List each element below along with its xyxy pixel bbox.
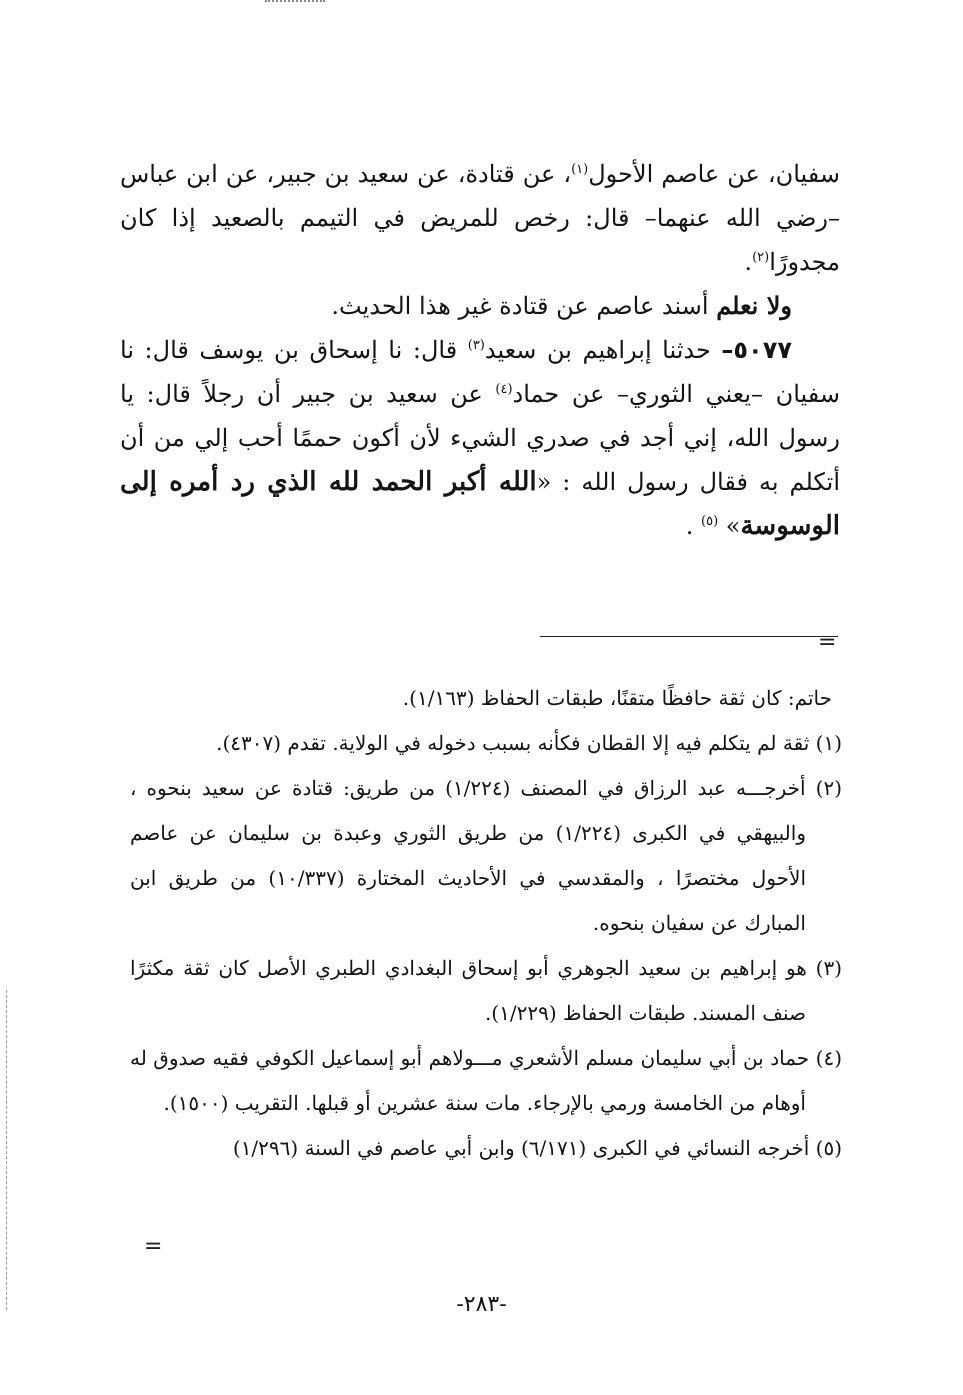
hadith-number: ٥٠٧٧–: [721, 336, 792, 364]
footnote-ref-3[interactable]: (٣): [467, 338, 485, 353]
paragraph-2: ولا نعلم أسند عاصم عن قتادة غير هذا الحديث.: [331, 291, 792, 320]
footnote-ref-4[interactable]: (٤): [495, 382, 513, 397]
footnote-4: (٤) حماد بن أبي سليمان مسلم الأشعري مـــولاهم أبو إسماعيل الكوفي فقيه صدوق له أوهام من الخامسة ورمي بالإرجاء. مات سنة عشرين أو قبلها. التقريب (١٥٠٠).: [130, 1046, 842, 1115]
footnote-divider: [540, 636, 838, 637]
footnote-ref-2[interactable]: (٢): [752, 250, 770, 265]
footnote-5: (٥) أخرجه النسائي في الكبرى (٦/١٧١) وابن أبي عاصم في السنة (١/٢٩٦): [232, 1136, 842, 1160]
footnote-2: (٢) أخرجـــه عبد الرزاق في المصنف (١/٢٢٤) من طريق: قتادة عن سعيد بنحوه ، والبيهقي في الكبرى (١/٢٢٤) من طريق الثوري وعبدة بن سليمان عن عاصم الأحول مختصرًا ، والمقدسي في الأحاديث المختارة (١٠/٣٣٧) من طريق ابن المبارك عن سفيان بنحوه.: [130, 776, 842, 935]
footnote-ref-1[interactable]: (١): [571, 162, 589, 177]
footnote-ref-5[interactable]: (٥): [701, 514, 719, 529]
emphasis-phrase: ولا نعلم: [716, 291, 792, 320]
paragraph-1: سفيان، عن عاصم الأحول$^{(١)}$، عن قتادة، عن سعيد بن جبير، عن ابن عباس –رضي الله عنهما– قال: رخص للمريض في التيمم بالصعيد إذا كان مجدورًا$^{(٢)}$.: [120, 160, 840, 276]
continuation-mark-top: =: [818, 630, 837, 655]
footnote-1: (١) ثقة لم يتكلم فيه إلا القطان فكأنه بسبب دخوله في الولاية. تقدم (٤٣٠٧).: [216, 731, 842, 755]
continuation-mark-bottom: =: [144, 1234, 163, 1259]
paragraph-3: ٥٠٧٧– حدثنا إبراهيم بن سعيد$^{(٣)}$ قال: نا إسحاق بن يوسف قال: نا سفيان –يعني الثوري– عن حماد$^{(٤)}$ عن سعيد بن جبير أن رجلاً قال: يا رسول الله، إني أجد في صدري الشيء لأن أكون حممًا أحب إلي من أن أتكلم به فقال رسول الله : «الله أكبر الحمد لله الذي رد أمره إلى الوسوسة» $^{(٥)}$ .: [120, 336, 840, 541]
footnotes: [130, 676, 842, 1171]
scan-artifact-top: [265, 0, 325, 8]
hadith-quote: الله أكبر الحمد لله الذي رد أمره إلى الوسوسة: [120, 467, 840, 541]
page-number: -٢٨٣-: [456, 1292, 507, 1317]
scan-artifact-edge: [6, 990, 8, 1310]
footnote-3: (٣) هو إبراهيم بن سعيد الجوهري أبو إسحاق البغدادي الطبري الأصل كان ثقة مكثرًا صنف المسند. طبقات الحفاظ (١/٢٢٩).: [130, 956, 842, 1025]
main-text: [120, 152, 840, 548]
footnote-continuation: حاتم: كان ثقة حافظًا متقنًا، طبقات الحفاظ (١/١٦٣).: [402, 686, 832, 710]
